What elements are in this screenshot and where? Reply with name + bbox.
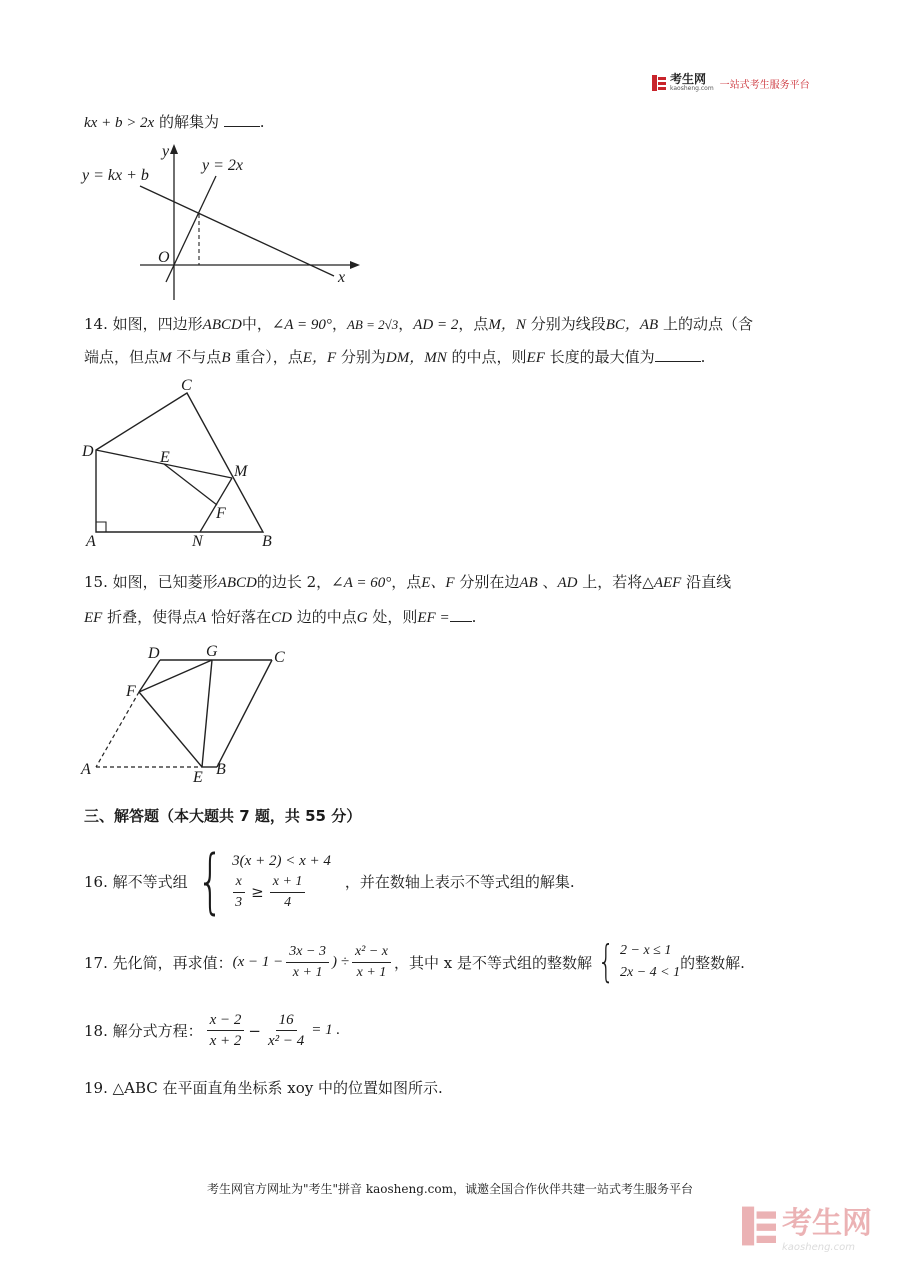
q14-mn: M，N	[488, 317, 526, 333]
y-axis-arrow-icon	[170, 144, 178, 154]
segment-ge	[202, 660, 212, 767]
q14-text: 分别为线段	[530, 315, 606, 333]
q15-point-a: A	[197, 610, 207, 626]
q14-number: 14.	[84, 315, 108, 333]
q14-bc-ab: BC，AB	[605, 317, 659, 333]
q14-end: .	[700, 348, 706, 366]
q16-ineq1: 3(x + 2) < x + 4	[232, 852, 331, 869]
q14-shape: ABCD	[202, 317, 242, 333]
label-2x: y = 2x	[202, 157, 243, 174]
q14-line2	[84, 346, 705, 367]
q18-text: 18. 解分式方程：	[84, 1022, 203, 1040]
q17-text: ，其中 x 是不等式组的整数解	[394, 953, 593, 972]
frac-numerator: 3x − 3	[286, 942, 329, 963]
q14-text: 长度的最大值为	[549, 348, 655, 366]
q15-answer-blank	[450, 607, 472, 622]
q16-text: 16. 解不等式组	[84, 872, 188, 891]
label-g: G	[206, 643, 218, 660]
q15-ef: EF	[84, 610, 103, 626]
watermark-logo-icon	[742, 1206, 776, 1246]
label-m: M	[234, 463, 248, 480]
q19: 19. △ABC 在平面直角坐标系 xoy 中的位置如图所示.	[84, 1079, 443, 1097]
q13-end: .	[259, 113, 265, 131]
q18-frac1	[207, 1010, 245, 1051]
q15-text: ，点	[391, 573, 422, 591]
q14-text: 不与点	[176, 348, 222, 366]
q14-figure	[78, 378, 288, 550]
q17-system	[592, 936, 681, 987]
q15-text: 处，则	[372, 608, 418, 626]
label-a: A	[86, 533, 96, 550]
frac-denominator: x + 1	[356, 964, 387, 980]
q15-e-f: E、F	[421, 575, 455, 591]
frac-denominator: x + 2	[209, 1033, 242, 1049]
frac-denominator: x + 1	[292, 964, 323, 980]
q13-text: 的解集为	[159, 113, 220, 131]
q16-frac-right	[270, 872, 306, 913]
q16-op: ≥	[251, 883, 264, 901]
q14-text: 重合），点	[235, 348, 303, 366]
q14-answer-blank	[655, 347, 701, 362]
label-e: E	[193, 769, 203, 786]
q15-ef-eq: EF =	[417, 610, 450, 626]
frac-numerator: x + 1	[270, 872, 306, 893]
segment-ef	[164, 464, 217, 505]
q16	[84, 840, 575, 922]
q17-frac1	[286, 942, 329, 983]
label-x-axis: x	[338, 269, 346, 286]
label-kx-plus-b: y = kx + b	[82, 167, 149, 184]
brace-icon: {	[597, 936, 615, 987]
q17-sys2: 2x − 4 < 1	[620, 965, 681, 980]
q17-open: (x − 1 −	[232, 953, 284, 970]
q18	[84, 1010, 340, 1051]
q16-ineq2	[232, 872, 331, 913]
watermark-domain: kaosheng.com	[782, 1242, 855, 1253]
q15-text: 折叠，使得点	[107, 608, 198, 626]
q14-angle: ∠A = 90°	[271, 317, 332, 333]
q18-frac2	[265, 1010, 307, 1051]
frac-numerator: 16	[276, 1010, 297, 1031]
frac-denominator: x² − 4	[267, 1033, 305, 1049]
label-b: B	[262, 533, 272, 550]
q14-text: 上的动点（含	[663, 315, 754, 333]
label-n: N	[192, 533, 203, 550]
q15-ab: AB	[519, 575, 538, 591]
segment-cb	[217, 660, 272, 767]
label-d: D	[82, 443, 94, 460]
label-e: E	[160, 449, 170, 466]
q15-text: 边的中点	[296, 608, 357, 626]
label-c: C	[274, 649, 285, 666]
q15-triangle: △AEF	[642, 575, 682, 591]
q13-line	[84, 111, 265, 132]
q15-text: 沿直线	[686, 573, 732, 591]
label-y-axis: y	[162, 143, 170, 160]
page-footer: 考生网官方网址为"考生"拼音 kaosheng.com，诚邀全国合作伙伴共建一站式考生服务平台	[206, 1182, 694, 1196]
q14-text: 分别为	[340, 348, 386, 366]
q14-dm-mn: DM，MN	[385, 350, 447, 366]
q16-system	[188, 840, 331, 922]
logo-name: 考生网	[670, 72, 707, 86]
q17-text: 17. 先化简，再求值：	[84, 953, 233, 972]
q14-point-m: M	[159, 350, 172, 366]
section-title: 三、解答题（本大题共 7 题，共 55 分）	[84, 807, 362, 825]
q14-ad: AD = 2	[413, 317, 459, 333]
q15-line1	[84, 571, 731, 592]
q14-ef: E，F	[302, 350, 337, 366]
q15-shape: ABCD	[217, 575, 257, 591]
q17-sys1: 2 − x ≤ 1	[620, 943, 672, 958]
watermark-name: 考生网	[782, 1206, 872, 1241]
label-a: A	[81, 761, 91, 778]
q15-text: 分别在边	[459, 573, 520, 591]
q15-figure	[78, 640, 298, 786]
label-f: F	[216, 505, 226, 522]
q17-text: 的整数解.	[680, 953, 745, 972]
q18-minus: −	[248, 1021, 261, 1040]
q15-line2	[84, 606, 476, 627]
q17-system-lines	[620, 940, 680, 984]
q15-angle: ∠A = 60°	[331, 575, 392, 591]
q17-frac2	[352, 942, 391, 983]
q14-text: 如图，四边形	[112, 315, 203, 333]
right-angle-mark-icon	[96, 522, 106, 532]
q15-point-g: G	[356, 610, 368, 626]
q17	[84, 936, 745, 987]
q15-text: 如图，已知菱形	[112, 573, 218, 591]
segment-fe	[139, 692, 202, 767]
logo-mark-icon	[652, 75, 666, 91]
q14-text: 端点，但点	[84, 348, 160, 366]
q14-line1: 14. 如图，四边形ABCD中，∠A = 90°，AB = 2√3，AD = 2，点M，N 分别为线段BC，AB 上的动点（含	[84, 315, 754, 333]
label-d: D	[148, 645, 160, 662]
q16-system-lines	[232, 850, 331, 913]
q14-text: 的中点，则	[451, 348, 527, 366]
x-axis-arrow-icon	[350, 261, 360, 269]
frac-denominator: 4	[284, 894, 292, 910]
q15-text: 上，若将	[582, 573, 643, 591]
q15-cd: CD	[271, 610, 292, 626]
frac-denominator: 3	[235, 894, 243, 910]
frac-numerator: x	[233, 872, 245, 893]
label-b: B	[216, 761, 226, 778]
brace-icon: {	[196, 840, 224, 922]
q14-ef2: EF	[526, 350, 545, 366]
frac-numerator: x − 2	[207, 1010, 245, 1031]
q17-close-div: ) ÷	[331, 953, 349, 970]
label-f: F	[126, 683, 136, 700]
q15-text: 的边长 2，	[256, 573, 332, 591]
q14-point-b: B	[221, 350, 231, 366]
logo-domain: kaosheng.com	[670, 85, 714, 92]
q13-graph	[78, 140, 368, 302]
q14-text: ，点	[458, 315, 489, 333]
q15-text: 、	[542, 573, 558, 591]
q18-rhs: = 1 .	[311, 1022, 341, 1038]
label-c: C	[181, 378, 192, 394]
label-origin: O	[158, 249, 170, 266]
segment-fa-dashed	[96, 692, 139, 767]
q15-ad: AD	[557, 575, 578, 591]
site-logo	[652, 74, 810, 92]
q15-number: 15.	[84, 573, 108, 591]
q14-text: 中，	[241, 315, 272, 333]
frac-numerator: x² − x	[352, 942, 391, 963]
q13-expr: kx + b > 2x	[84, 115, 155, 131]
q15-text: 恰好落在	[211, 608, 272, 626]
q14-ab: AB = 2√3	[346, 317, 399, 332]
q16-text: ，并在数轴上表示不等式组的解集.	[344, 872, 575, 891]
logo-slogan: 一站式考生服务平台	[719, 79, 810, 91]
watermark	[742, 1198, 872, 1253]
q13-answer-blank	[224, 112, 260, 127]
q16-frac-left	[232, 872, 245, 913]
q15-end: .	[471, 608, 477, 626]
